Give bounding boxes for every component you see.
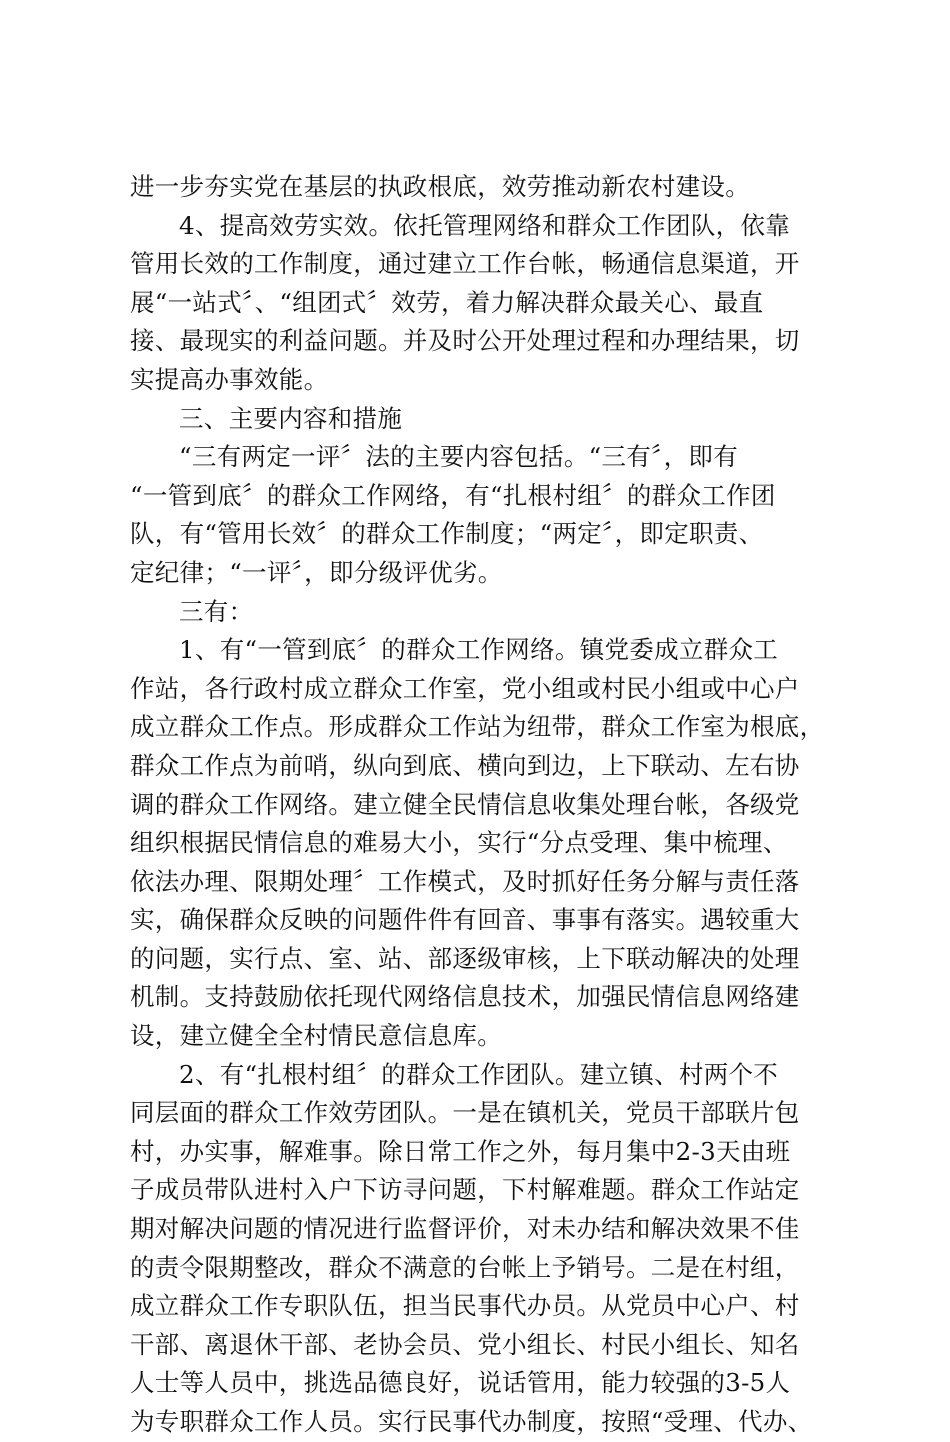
- text-line: 调的群众工作网络。建立健全民情信息收集处理台帐，各级党: [130, 789, 800, 819]
- text-line: 成立群众工作专职队伍，担当民事代办员。从党员中心户、村: [130, 1291, 800, 1321]
- text-line: 干部、离退休干部、老协会员、党小组长、村民小组长、知名: [130, 1329, 800, 1359]
- text-line: 村，办实事，解难事。除日常工作之外，每月集中2-3天由班: [130, 1136, 791, 1166]
- text-line: 实提高办事效能。: [130, 364, 329, 394]
- text-line: 的问题，实行点、室、站、部逐级审核，上下联动解决的处理: [130, 943, 800, 973]
- text-line: 依法办理、限期处理〞工作模式，及时抓好任务分解与责任落: [130, 866, 800, 896]
- text-line: 组织根据民情信息的难易大小，实行“分点受理、集中梳理、: [130, 828, 788, 858]
- text-line: 设，建立健全全村情民意信息库。: [130, 1021, 502, 1051]
- text-line: 成立群众工作点。形成群众工作站为纽带，群众工作室为根底，: [130, 712, 825, 742]
- text-line: 1、有“一管到底〞的群众工作网络。镇党委成立群众工: [179, 635, 779, 665]
- text-line: 的责令限期整改，群众不满意的台帐上予销号。二是在村组，: [130, 1252, 800, 1282]
- text-line: 管用长效的工作制度，通过建立工作台帐，畅通信息渠道，开: [130, 249, 800, 279]
- text-line: 三、主要内容和措施: [179, 403, 403, 433]
- text-line: 展“一站式〞、“组团式〞效劳，着力解决群众最关心、最直: [130, 287, 764, 317]
- text-line: 4、提高效劳实效。依托管理网络和群众工作团队，依靠: [179, 210, 791, 240]
- text-line: 作站，各行政村成立群众工作室，党小组或村民小组或中心户: [130, 673, 800, 703]
- text-line: “三有两定一评〞法的主要内容包括。“三有〞，即有: [179, 442, 738, 472]
- text-line: 同层面的群众工作效劳团队。一是在镇机关，党员干部联片包: [130, 1098, 800, 1128]
- text-line: 实，确保群众反映的问题件件有回音、事事有落实。遇较重大: [130, 905, 800, 935]
- text-line: 进一步夯实党在基层的执政根底，效劳推动新农村建设。: [130, 172, 750, 201]
- text-line: 为专职群众工作人员。实行民事代办制度，按照“受理、代办、: [130, 1407, 813, 1436]
- text-line: 接、最现实的利益问题。并及时公开处理过程和办理结果，切: [130, 326, 800, 356]
- text-line: 机制。支持鼓励依托现代网络信息技术，加强民情信息网络建: [130, 982, 800, 1012]
- text-line: “一管到底〞的群众工作网络，有“扎根村组〞的群众工作团: [130, 480, 776, 510]
- text-line: 2、有“扎根村组〞的群众工作团队。建立镇、村两个不: [179, 1059, 779, 1089]
- text-line: 人士等人员中，挑选品德良好，说话管用，能力较强的3-5人: [130, 1368, 791, 1398]
- text-line: 期对解决问题的情况进行监督评价，对未办结和解决效果不佳: [130, 1214, 800, 1244]
- text-line: 三有：: [179, 596, 254, 626]
- text-line: 子成员带队进村入户下访寻问题，下村解难题。群众工作站定: [130, 1175, 800, 1205]
- text-line: 定纪律；“一评〞，即分级评优劣。: [130, 557, 503, 587]
- text-line: 队，有“管用长效〞的群众工作制度；“两定〞，即定职责、: [130, 519, 764, 549]
- text-line: 群众工作点为前哨，纵向到底、横向到边，上下联动、左右协: [130, 750, 800, 780]
- document-body: [130, 168, 830, 1442]
